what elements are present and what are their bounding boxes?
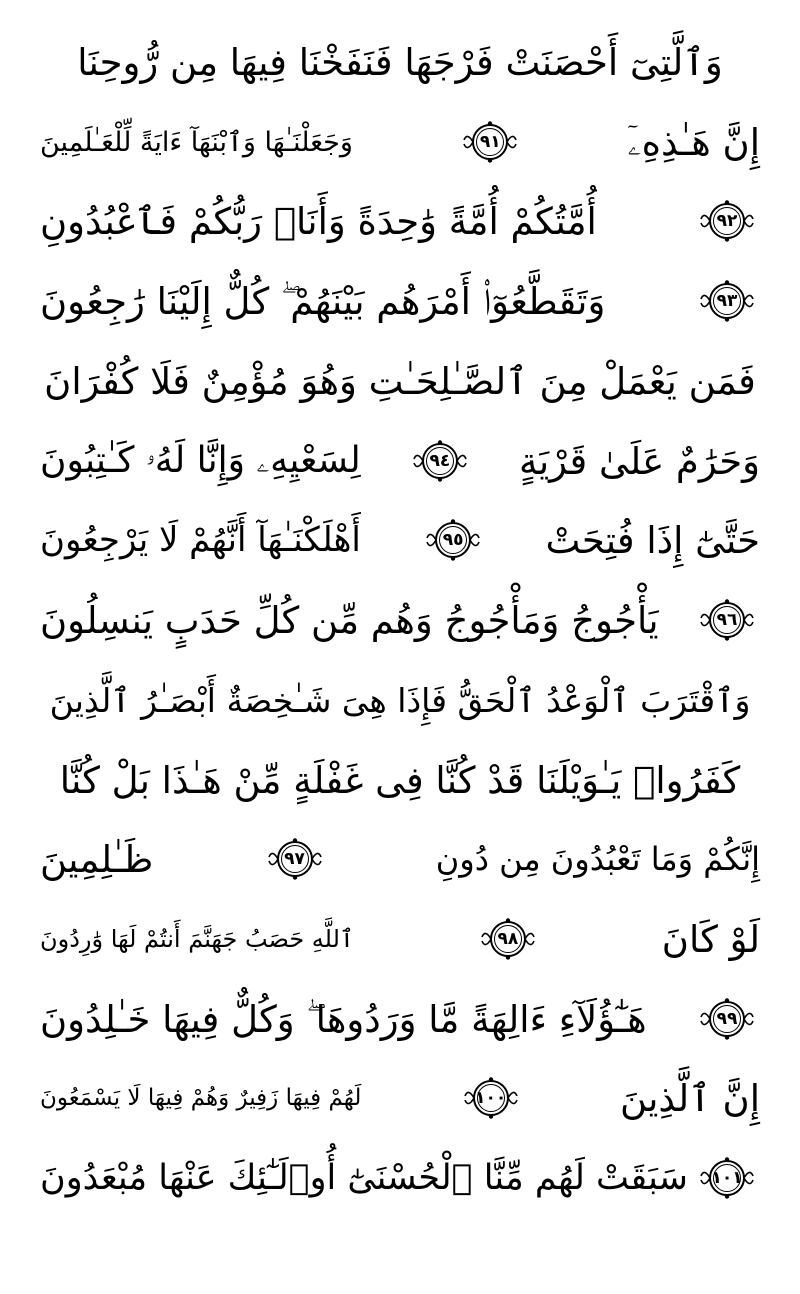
verse-line-1 — [40, 19, 760, 105]
verse-text: فَمَن يَعْمَلْ مِنَ ٱلصَّـٰلِحَـٰتِ وَهُوَ مُؤْمِنٌ فَلَا كُفْرَانَ — [44, 359, 756, 403]
verse-text: إِنَّ هَـٰذِهِۦٓ — [627, 120, 760, 164]
ayah-number: ٩٩ — [716, 1009, 738, 1029]
ayah-number: ٩٤ — [429, 451, 451, 471]
verse-text: وَجَعَلْنَـٰهَا وَٱبْنَهَآ ءَايَةً لِّلْعَـٰلَمِينَ — [40, 126, 353, 158]
verse-line-2 — [40, 99, 760, 185]
verse-line-9 — [40, 657, 760, 743]
ayah-marker — [700, 997, 754, 1041]
verse-text: ظَـٰلِمِينَ — [40, 837, 154, 881]
verse-text: لَهُمْ فِيهَا زَفِيرٌ وَهُمْ فِيهَا لَا يَسْمَعُونَ — [40, 1084, 362, 1111]
verse-text: حَتَّىٰٓ إِذَا فُتِحَتْ — [545, 518, 760, 562]
verse-text: لِسَعْيِهِۦ وَإِنَّا لَهُۥ كَـٰتِبُونَ — [40, 440, 361, 481]
ayah-marker — [268, 837, 322, 881]
ayah-number: ٩٨ — [497, 929, 519, 949]
verse-text: وَتَقَطَّعُوٓا۟ أَمْرَهُم بَيْنَهُمْ ۖ كُلٌّ إِلَيْنَا رَٰجِعُونَ — [40, 279, 606, 323]
ayah-marker — [464, 1076, 518, 1120]
verse-text: لَوْ كَانَ — [661, 917, 760, 961]
ayah-marker — [700, 279, 754, 323]
verse-line-6 — [40, 418, 760, 504]
verse-text: وَٱقْتَرَبَ ٱلْوَعْدُ ٱلْحَقُّ فَإِذَا هِىَ شَـٰخِصَةٌ أَبْصَـٰرُ ٱلَّذِينَ — [49, 680, 751, 720]
verse-text: أُمَّتُكُمْ أُمَّةً وَٰحِدَةً وَأَنَا۠ رَبُّكُمْ فَٱعْبُدُونِ — [40, 199, 597, 243]
ayah-marker — [463, 120, 517, 164]
ayah-number: ٩٣ — [716, 291, 738, 311]
ayah-number: ١٠٠ — [475, 1088, 507, 1108]
verse-line-14 — [40, 1055, 760, 1141]
ayah-number: ٩٦ — [716, 610, 738, 630]
verse-text: كَفَرُوا۟ يَـٰوَيْلَنَا قَدْ كُنَّا فِى غَفْلَةٍ مِّنْ هَـٰذَا بَلْ كُنَّا — [59, 758, 741, 802]
ayah-number: ٩٥ — [442, 530, 464, 550]
ayah-marker — [700, 1156, 754, 1200]
verse-text: إِنَّ ٱلَّذِينَ — [619, 1076, 760, 1120]
verse-line-4 — [40, 258, 760, 344]
ayah-marker — [481, 917, 535, 961]
verse-line-7 — [40, 497, 760, 583]
ayah-marker — [426, 518, 480, 562]
ayah-marker — [700, 199, 754, 243]
verse-line-10 — [40, 737, 760, 823]
verse-line-12 — [40, 896, 760, 982]
ayah-number: ٩١ — [479, 132, 501, 152]
verse-text: هَـٰٓؤُلَآءِ ءَالِهَةً مَّا وَرَدُوهَا ۖ وَكُلٌّ فِيهَا خَـٰلِدُونَ — [40, 997, 647, 1041]
verse-text: أَهْلَكْنَـٰهَآ أَنَّهُمْ لَا يَرْجِعُونَ — [40, 520, 361, 560]
ayah-marker — [413, 439, 467, 483]
ayah-number: ٩٢ — [716, 211, 738, 231]
verse-line-13 — [40, 976, 760, 1062]
verse-line-15 — [40, 1135, 760, 1221]
verse-text: إِنَّكُمْ وَمَا تَعْبُدُونَ مِن دُونِ — [435, 840, 760, 878]
ayah-number: ٩٧ — [284, 849, 305, 869]
ayah-marker — [700, 598, 754, 642]
verse-line-5 — [40, 338, 760, 424]
verse-text: وَحَرَٰمٌ عَلَىٰ قَرْيَةٍ — [519, 439, 760, 483]
verse-text: ٱللَّهِ حَصَبُ جَهَنَّمَ أَنتُمْ لَهَا وَٰرِدُونَ — [40, 925, 354, 953]
verse-line-11 — [40, 816, 760, 902]
verse-text: وَٱلَّتِىٓ أَحْصَنَتْ فَرْجَهَا فَنَفَخْنَا فِيهَا مِن رُّوحِنَا — [77, 40, 723, 84]
verse-line-3 — [40, 178, 760, 264]
verse-line-8 — [40, 577, 760, 663]
verse-text: سَبَقَتْ لَهُم مِّنَّا ٱلْحُسْنَىٰٓ أُو۟لَـٰٓئِكَ عَنْهَا مُبْعَدُونَ — [40, 1157, 689, 1198]
verse-text: يَأْجُوجُ وَمَأْجُوجُ وَهُم مِّن كُلِّ حَدَبٍ يَنسِلُونَ — [40, 598, 659, 642]
ayah-number: ١٠١ — [711, 1168, 743, 1188]
